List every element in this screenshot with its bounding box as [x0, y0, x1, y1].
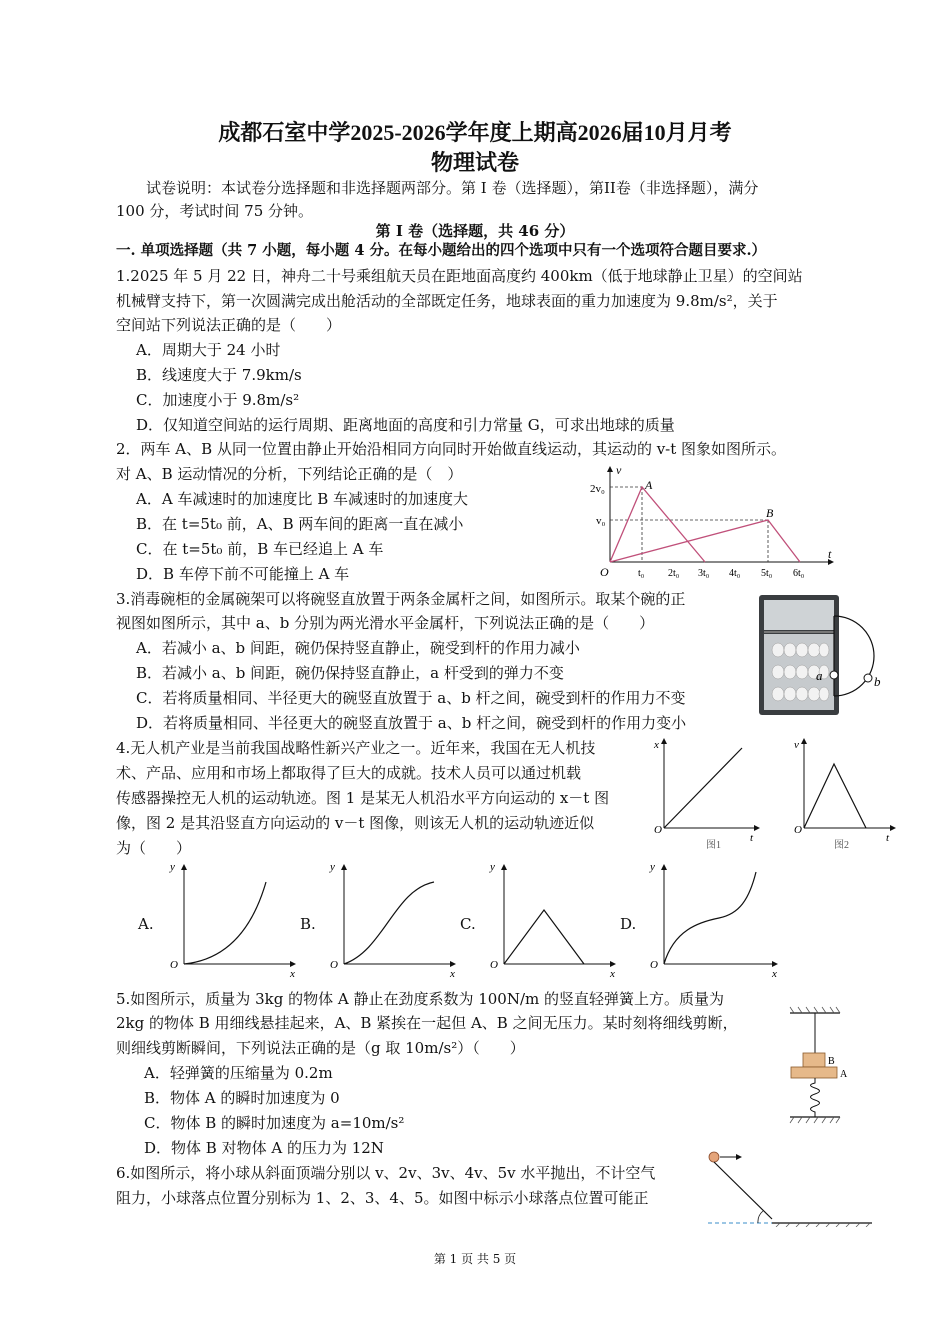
q5-line-3: 则细线剪断瞬间，下列说法正确的是（g 取 10m/s²）（ ）: [116, 1039, 525, 1057]
q5-line-2: 2kg 的物体 B 用细线悬挂起来，A、B 紧挨在一起但 A、B 之间无压力。某时刻将细线剪断，: [116, 1014, 738, 1032]
q4-option-a-graph: [164, 860, 304, 980]
q4-fig1-caption: 图1: [706, 840, 721, 851]
q2-line-2: 对 A、B 运动情况的分析，下列结论正确的是（ ）: [116, 465, 463, 483]
q4-option-d-label: D.: [620, 915, 637, 933]
q4-option-a-label: A.: [138, 915, 154, 933]
svg-text:t: t: [886, 832, 890, 844]
q5-line-1: 5.如图所示，质量为 3kg 的物体 A 静止在劲度系数为 100N/m 的竖直轻弹簧上方。质量为: [116, 990, 725, 1008]
q2-line-a: [610, 487, 705, 562]
q4-fig2-caption: 图2: [834, 840, 849, 851]
q2-vt-graph: [588, 462, 838, 578]
q1-line-3: 空间站下列说法正确的是（ ）: [116, 316, 342, 334]
q4-figure-2: [790, 736, 900, 852]
svg-text:O: O: [794, 824, 802, 836]
svg-text:y: y: [330, 861, 335, 873]
q5-option-b: B．物体 A 的瞬时加速度为 0: [144, 1089, 340, 1107]
svg-text:O: O: [170, 959, 178, 971]
q4-line-4: 像，图 2 是其沿竖直方向运动的 v－t 图像，则该无人机的运动轨迹近似: [116, 814, 595, 832]
svg-text:y: y: [650, 861, 655, 873]
svg-text:y: y: [170, 861, 175, 873]
q2-option-b: B．在 t=5t₀ 前，A、B 两车间的距离一直在减小: [136, 515, 464, 533]
q4-line-5: 为（ ）: [116, 839, 192, 857]
svg-text:A: A: [840, 1069, 848, 1080]
svg-text:v: v: [794, 739, 799, 751]
q3-option-a: A．若减小 a、b 间距，碗仍保持竖直静止，碗受到杆的作用力减小: [136, 639, 580, 657]
svg-text:O: O: [490, 959, 498, 971]
svg-text:x: x: [654, 739, 659, 751]
q5-option-c: C．物体 B 的瞬时加速度为 a=10m/s²: [144, 1114, 405, 1132]
q1-option-c: C．加速度小于 9.8m/s²: [136, 391, 300, 409]
q2-xtick-5: 5t₀: [761, 568, 773, 578]
q3-label-b: b: [874, 674, 881, 689]
q2-option-a: A．A 车减速时的加速度比 B 车减速时的加速度大: [136, 490, 468, 508]
q1-line-2: 机械臂支持下，第一次圆满完成出舱活动的全部既定任务，地球表面的重力加速度为 9.8m/s²，关于: [116, 292, 778, 310]
svg-text:O: O: [330, 959, 338, 971]
q6-line-2: 阻力，小球落点位置分别标为 1、2、3、4、5。如图中标示小球落点位置可能正: [116, 1189, 649, 1207]
q4-line-3: 传感器操控无人机的运动轨迹。图 1 是某无人机沿水平方向运动的 x－t 图: [116, 789, 610, 807]
instructions-line-2: 100 分，考试时间 75 分钟。: [116, 202, 314, 220]
section-title: 一. 单项选择题（共 7 小题，每小题 4 分。在每小题给出的四个选项中只有一个选项符合题目要求.）: [116, 242, 767, 259]
q1-option-a: A．周期大于 24 小时: [136, 341, 281, 359]
q2-line-b: [610, 520, 800, 562]
q3-option-d: D．若将质量相同、半径更大的碗竖直放置于 a、b 杆之间，碗受到杆的作用力变小: [136, 714, 687, 732]
q2-v-label: v: [616, 463, 622, 477]
q5-block-a: [791, 1067, 837, 1078]
q3-line-1: 3.消毒碗柜的金属碗架可以将碗竖直放置于两条金属杆之间，如图所示。取某个碗的正: [116, 590, 686, 608]
q2-xtick-4: 4t₀: [729, 568, 741, 578]
q2-xtick-2: 2t₀: [668, 568, 680, 578]
q1-option-b: B．线速度大于 7.9km/s: [136, 366, 302, 384]
q4-option-b-graph: [324, 860, 464, 980]
q2-ytick-v0: v₀: [596, 515, 606, 527]
q4-line-1: 4.无人机产业是当前我国战略性新兴产业之一。近年来，我国在无人机技: [116, 739, 596, 757]
svg-text:y: y: [490, 861, 495, 873]
q2-xtick-6: 6t₀: [793, 568, 805, 578]
q1-option-d: D．仅知道空间站的运行周期、距离地面的高度和引力常量 G，可求出地球的质量: [136, 416, 675, 434]
q5-block-b: [803, 1053, 825, 1067]
q1-line-1: 1.2025 年 5 月 22 日，神舟二十号乘组航天员在距地面高度约 400km（低于地球静止卫星）的空间站: [116, 267, 803, 285]
q2-origin: O: [600, 565, 609, 578]
q2-t-label: t: [828, 547, 832, 561]
q5-option-d: D．物体 B 对物体 A 的压力为 12N: [144, 1139, 384, 1157]
svg-text:x: x: [290, 968, 295, 980]
svg-text:O: O: [650, 959, 658, 971]
q2-xtick-3: 3t₀: [698, 568, 710, 578]
q3-bowl-diagram: [808, 612, 888, 698]
svg-text:t: t: [750, 832, 754, 844]
q3-option-c: C．若将质量相同、半径更大的碗竖直放置于 a、b 杆之间，碗受到杆的作用力不变: [136, 689, 686, 707]
page-footer: 第 1 页 共 5 页: [433, 1252, 517, 1266]
q3-label-a: a: [816, 668, 823, 683]
q4-option-d-graph: [644, 860, 789, 980]
q6-line-1: 6.如图所示，将小球从斜面顶端分别以 v、2v、3v、4v、5v 水平抛出，不计空气: [116, 1164, 656, 1182]
q2-option-d: D．B 车停下前不可能撞上 A 车: [136, 565, 350, 583]
q4-option-b-label: B.: [300, 915, 316, 933]
svg-text:x: x: [772, 968, 777, 980]
exam-subtitle: 物理试卷: [430, 150, 519, 175]
q3-line-2: 视图如图所示，其中 a、b 分别为两光滑水平金属杆，下列说法正确的是（ ）: [116, 614, 655, 632]
q6-ball: [709, 1152, 719, 1162]
svg-text:B: B: [828, 1056, 835, 1067]
q4-figure-1: [650, 736, 760, 852]
q4-option-c-label: C.: [460, 915, 476, 933]
q5-spring-diagram: [784, 1005, 856, 1129]
q6-incline-diagram: [700, 1145, 878, 1227]
svg-text:O: O: [654, 824, 662, 836]
part-title: 第 I 卷（选择题，共 46 分）: [375, 222, 575, 240]
q5-option-a: A．轻弹簧的压缩量为 0.2m: [144, 1064, 333, 1082]
q2-label-a: A: [645, 478, 653, 492]
q2-line-1: 2．两车 A、B 从同一位置由静止开始沿相同方向同时开始做直线运动，其运动的 v-t 图象如图所示。: [116, 440, 787, 458]
q2-ytick-2v0: 2v₀: [590, 483, 605, 495]
exam-title: 成都石室中学2025-2026学年度上期高2026届10月月考: [218, 120, 732, 145]
svg-text:x: x: [610, 968, 615, 980]
svg-text:x: x: [450, 968, 455, 980]
q4-line-2: 术、产品、应用和市场上都取得了巨大的成就。技术人员可以通过机载: [116, 764, 582, 782]
q2-option-c: C．在 t=5t₀ 前，B 车已经追上 A 车: [136, 540, 384, 558]
q2-label-b: B: [766, 506, 774, 520]
q3-option-b: B．若减小 a、b 间距，碗仍保持竖直静止，a 杆受到的弹力不变: [136, 664, 564, 682]
q2-xtick-1: t₀: [638, 568, 645, 578]
instructions-line-1: 试卷说明：本试卷分选择题和非选择题两部分。第 I 卷（选择题），第II卷（非选择题），满分: [146, 179, 759, 197]
q4-option-c-graph: [484, 860, 624, 980]
